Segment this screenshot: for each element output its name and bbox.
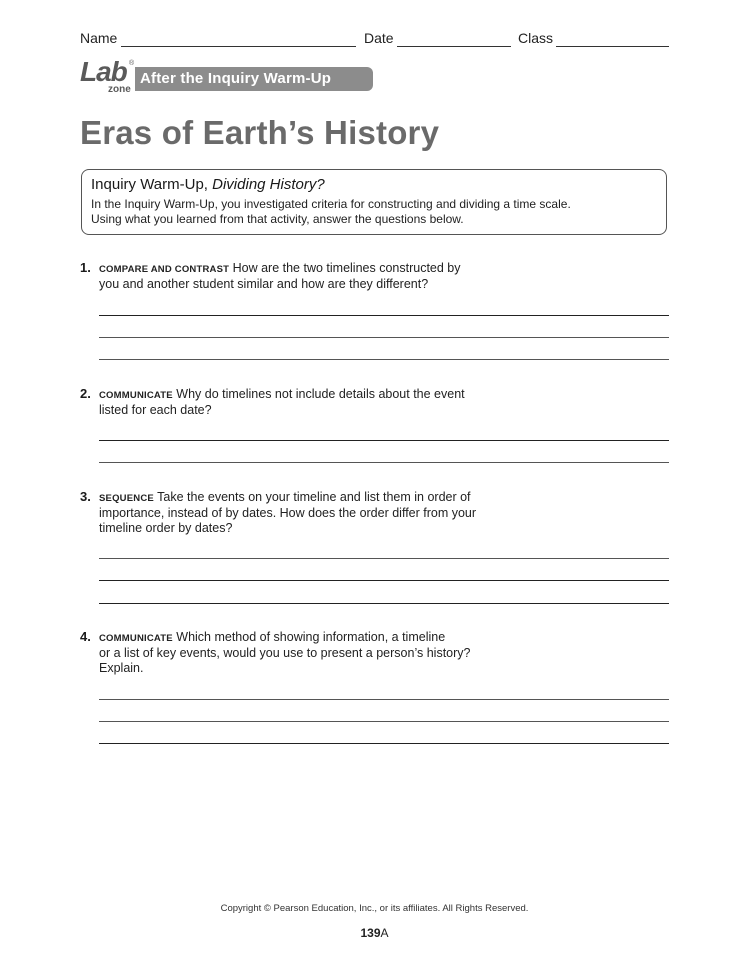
answer-line-4c[interactable]: [99, 743, 669, 744]
question-3-line2: importance, instead of by dates. How does the order differ from your: [99, 506, 477, 520]
name-field[interactable]: [121, 46, 356, 47]
answer-line-1c[interactable]: [99, 359, 669, 360]
question-2-label: COMMUNICATE: [99, 390, 173, 401]
question-3-label: SEQUENCE: [99, 493, 154, 504]
page-number-main: 139: [360, 926, 381, 940]
question-1-line2: you and another student similar and how are they different?: [99, 277, 429, 291]
date-field[interactable]: [397, 46, 511, 47]
question-2-line1: Why do timelines not include details about the event: [172, 387, 465, 401]
answer-line-3c[interactable]: [99, 603, 669, 604]
intro-body: In the Inquiry Warm-Up, you investigated criteria for constructing and dividing a time scale. Using what you learned from that activity, answer the questions below.: [91, 197, 571, 226]
intro-heading-italic: Dividing History?: [212, 176, 325, 193]
question-1-label: COMPARE AND CONTRAST: [99, 264, 230, 275]
question-2-text: [99, 387, 499, 418]
question-2-line2: listed for each date?: [99, 403, 212, 417]
question-1-text: [99, 261, 499, 292]
answer-line-4b[interactable]: [99, 721, 669, 722]
copyright-notice: Copyright © Pearson Education, Inc., or its affiliates. All Rights Reserved.: [220, 903, 529, 914]
question-4-label: COMMUNICATE: [99, 633, 173, 644]
question-4-line3: Explain.: [99, 661, 144, 675]
answer-line-2b[interactable]: [99, 462, 669, 463]
question-1-line1: How are the two timelines constructed by: [229, 261, 461, 275]
question-4-number: 4.: [80, 629, 91, 644]
answer-line-1a[interactable]: [99, 315, 669, 316]
question-3-line1: Take the events on your timeline and list them in order of: [153, 490, 471, 504]
answer-line-2a[interactable]: [99, 440, 669, 441]
lab-zone-logo-main: Lab: [80, 56, 127, 87]
lab-zone-logo-sub: zone: [108, 84, 131, 95]
page-title: Eras of Earth’s History: [80, 114, 440, 151]
question-4-line1: Which method of showing information, a timeline: [172, 630, 446, 644]
class-label: Class: [518, 30, 554, 46]
answer-line-3a[interactable]: [99, 558, 669, 559]
question-1-number: 1.: [80, 260, 91, 275]
intro-heading-prefix: Inquiry Warm-Up,: [91, 176, 213, 193]
answer-line-1b[interactable]: [99, 337, 669, 338]
lab-zone-logo-mark: ®: [129, 60, 135, 67]
name-label: Name: [80, 30, 118, 46]
question-2-number: 2.: [80, 386, 91, 401]
question-3-line3: timeline order by dates?: [99, 521, 233, 535]
page-number-suffix: A: [380, 926, 389, 940]
question-3-text: [99, 490, 499, 536]
class-field[interactable]: [556, 46, 669, 47]
answer-line-4a[interactable]: [99, 699, 669, 700]
question-3-number: 3.: [80, 489, 91, 504]
intro-heading: [91, 176, 325, 193]
date-label: Date: [364, 30, 394, 46]
banner-text: After the Inquiry Warm-Up: [140, 70, 332, 87]
page-number: [0, 926, 749, 940]
question-4-line2: or a list of key events, would you use to present a person’s history?: [99, 646, 471, 660]
question-4-text: [99, 630, 499, 676]
answer-line-3b[interactable]: [99, 580, 669, 581]
